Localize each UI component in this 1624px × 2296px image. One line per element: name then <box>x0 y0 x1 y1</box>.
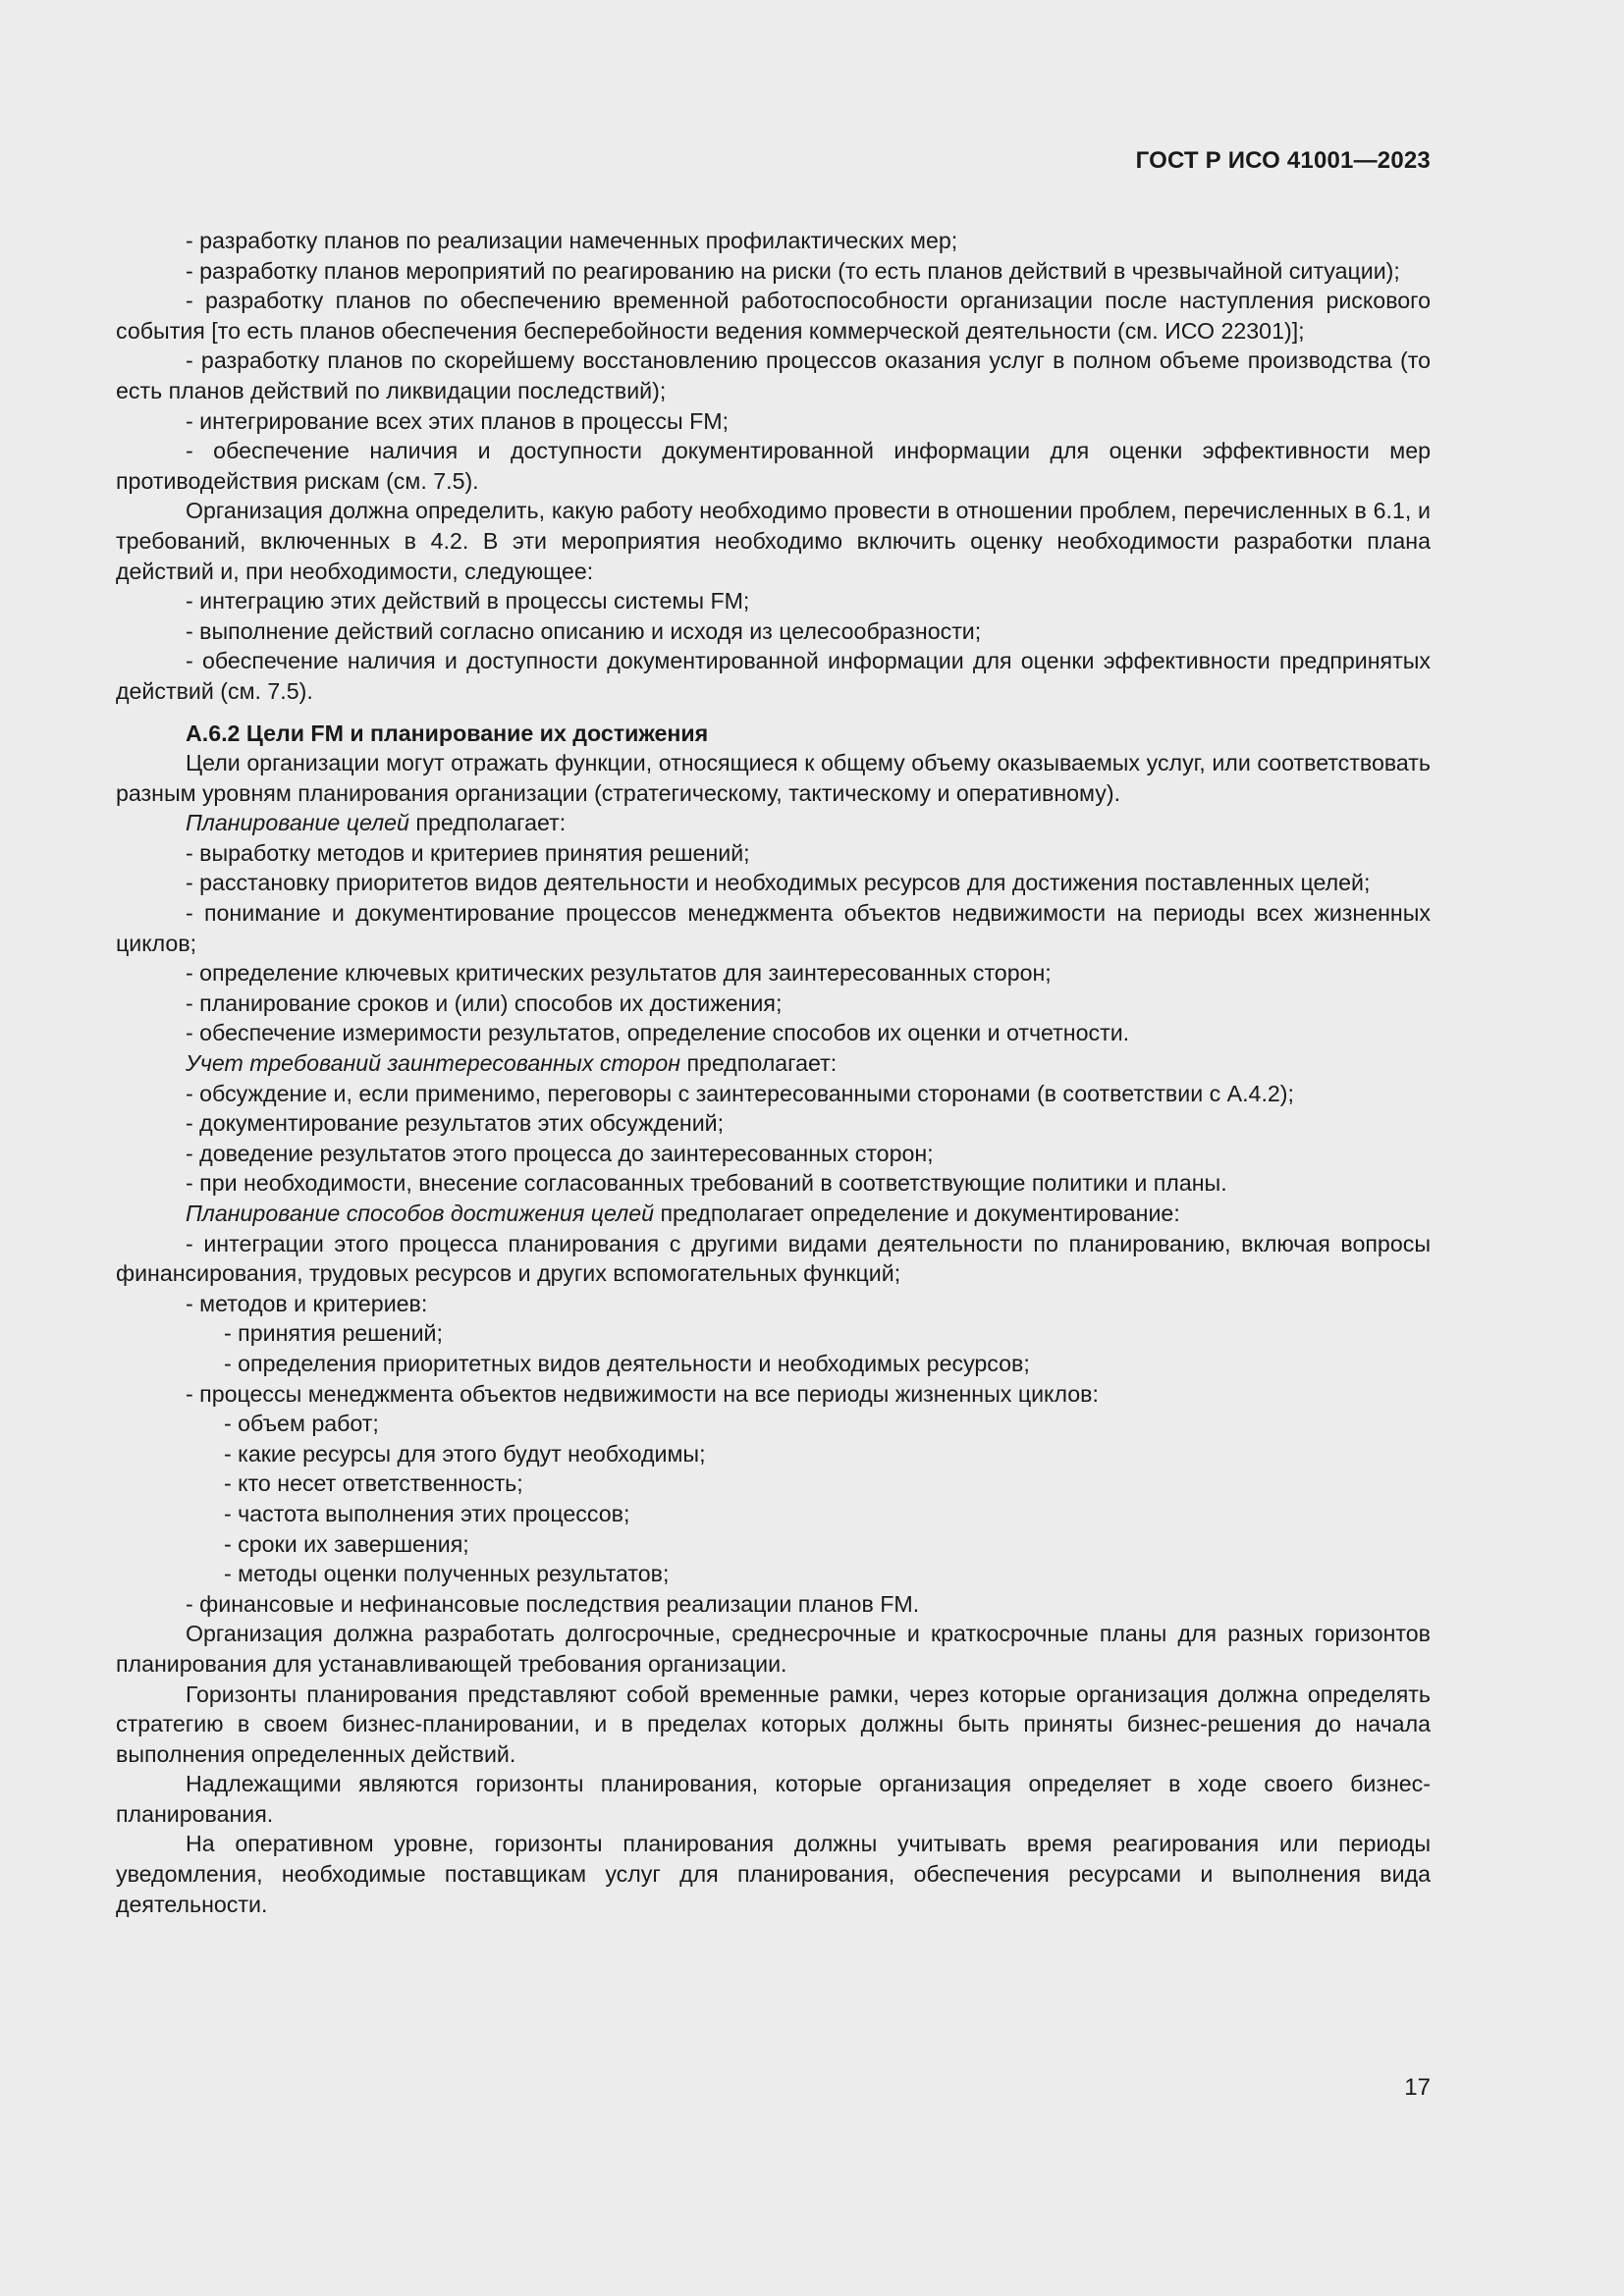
paragraph: На оперативном уровне, горизонты планирования должны учитывать время реагирования или периоды уведомления, необходимые поставщикам услуг для планирования, обеспечения ресурсами и выполнения вида деятельности. <box>116 1831 1431 1917</box>
paragraph: Организация должна разработать долгосрочные, среднесрочные и краткосрочные планы для разных горизонтов планирования для устанавливающей требования организации. <box>116 1621 1431 1677</box>
sub-list-item: - объем работ; <box>224 1411 379 1437</box>
list-item: - понимание и документирование процессов менеджмента объектов недвижимости на периоды всех жизненных циклов; <box>116 900 1431 956</box>
list-item: - планирование сроков и (или) способов их достижения; <box>186 989 783 1016</box>
paragraph: Надлежащими являются горизонты планирования, которые организация определяет в ходе своего бизнес-планирования. <box>116 1771 1431 1827</box>
list-item: - выработку методов и критериев принятия решений; <box>186 839 750 866</box>
sub-list-item: - частота выполнения этих процессов; <box>224 1500 630 1526</box>
sub-list-item: - методы оценки полученных результатов; <box>224 1561 670 1587</box>
list-item: - обеспечение наличия и доступности документированной информации для оценки эффективности мер противодействия рискам (см. 7.5). <box>116 438 1431 494</box>
paragraph: Горизонты планирования представляют собой временные рамки, через которые организация должна определять стратегию в своем бизнес-планировании, и в пределах которых должны быть приняты бизнес-решения до начала выполнения определенных действий. <box>116 1681 1431 1767</box>
paragraph: Организация должна определить, какую работу необходимо провести в отношении проблем, перечисленных в 6.1, и требований, включенных в 4.2. В эти мероприятия необходимо включить оценку необходимости разработки плана действий и, при необходимости, следующее: <box>116 498 1431 584</box>
list-item: - финансовые и нефинансовые последствия реализации планов FM. <box>186 1590 920 1617</box>
paragraph: Цели организации могут отражать функции, относящиеся к общему объему оказываемых услуг, или соответствовать разным уровням планирования организации (стратегическому, тактическому и оперативному). <box>116 750 1431 806</box>
paragraph-lead <box>116 808 1431 838</box>
paragraph-lead <box>116 1048 1431 1079</box>
list-item: - документирование результатов этих обсуждений; <box>186 1110 725 1137</box>
standard-header: ГОСТ Р ИСО 41001—2023 <box>1135 147 1431 174</box>
list-item: - при необходимости, внесение согласованных требований в соответствующие политики и планы. <box>186 1170 1227 1197</box>
page-number: 17 <box>1404 2074 1431 2101</box>
italic-term: Планирование целей <box>186 810 409 836</box>
lead-text: предполагает: <box>680 1050 838 1077</box>
sub-list-item: - сроки их завершения; <box>224 1530 469 1557</box>
list-item: - методов и критериев: <box>186 1290 428 1316</box>
document-body <box>116 226 1431 1919</box>
sub-list-item: - определения приоритетных видов деятельности и необходимых ресурсов; <box>224 1350 1030 1376</box>
list-item: - разработку планов по скорейшему восстановлению процессов оказания услуг в полном объеме производства (то есть планов действий по ликвидации последствий); <box>116 347 1431 403</box>
sub-list-item: - принятия решений; <box>224 1320 443 1347</box>
list-item: - расстановку приоритетов видов деятельности и необходимых ресурсов для достижения поставленных целей; <box>186 870 1371 896</box>
list-item: - обеспечение наличия и доступности документированной информации для оценки эффективности предпринятых действий (см. 7.5). <box>116 648 1431 704</box>
list-item: - разработку планов по реализации намеченных профилактических мер; <box>186 228 958 253</box>
list-item: - процессы менеджмента объектов недвижимости на все периоды жизненных циклов: <box>186 1380 1099 1407</box>
list-item: - доведение результатов этого процесса до заинтересованных сторон; <box>186 1140 934 1166</box>
list-item: - обеспечение измеримости результатов, определение способов их оценки и отчетности. <box>186 1020 1130 1046</box>
paragraph-lead <box>116 1199 1431 1229</box>
list-item: - разработку планов мероприятий по реагированию на риски (то есть планов действий в чрезвычайной ситуации); <box>186 257 1400 284</box>
list-item: - определение ключевых критических результатов для заинтересованных сторон; <box>186 960 1052 987</box>
lead-text: предполагает: <box>408 810 567 836</box>
list-item: - интеграции этого процесса планирования с другими видами деятельности по планированию, включая вопросы финансирования, трудовых ресурсов и других вспомогательных функций; <box>116 1230 1431 1287</box>
italic-term: Планирование способов достижения целей <box>186 1201 655 1226</box>
list-item: - интеграцию этих действий в процессы системы FM; <box>186 588 750 614</box>
list-item: - выполнение действий согласно описанию и исходя из целесообразности; <box>186 617 982 644</box>
list-item: - обсуждение и, если применимо, переговоры с заинтересованными сторонами (в соответствии с А.4.2); <box>186 1080 1294 1106</box>
sub-list-item: - кто несет ответственность; <box>224 1470 523 1497</box>
lead-text: предполагает определение и документирование: <box>654 1201 1180 1226</box>
list-item: - разработку планов по обеспечению временной работоспособности организации после наступления рискового события [то есть планов обеспечения бесперебойности ведения коммерческой деятельности (см. ИСО 22301)]; <box>116 288 1431 344</box>
list-item: - интегрирование всех этих планов в процессы FM; <box>186 407 730 434</box>
italic-term: Учет требований заинтересованных сторон <box>186 1050 680 1077</box>
section-title: А.6.2 Цели FM и планирование их достижения <box>186 720 709 746</box>
sub-list-item: - какие ресурсы для этого будут необходимы; <box>224 1440 706 1467</box>
